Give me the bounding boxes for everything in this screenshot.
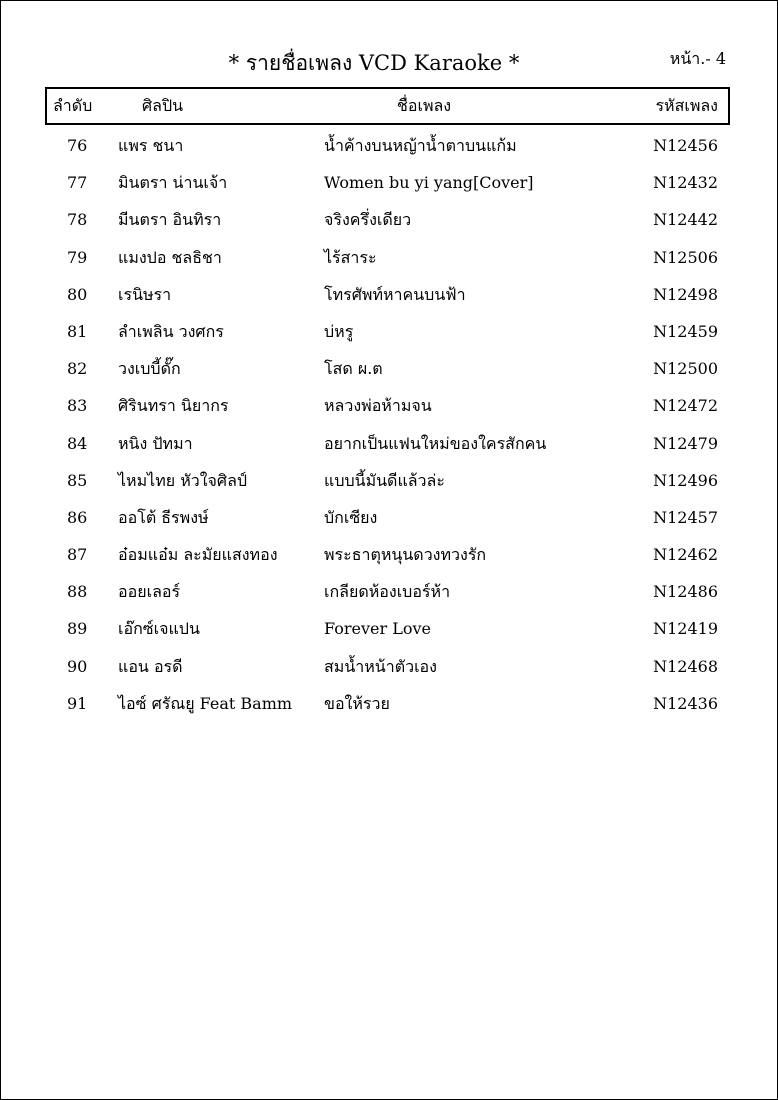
header-song: ชื่อเพลง: [397, 96, 452, 115]
row-code: N12500: [653, 359, 718, 379]
row-code: N12498: [653, 284, 718, 304]
row-number: 78: [67, 210, 88, 230]
row-artist: อ๋อมแอ๋ม ละมัยแสงทอง: [118, 545, 278, 565]
row-code: N12506: [653, 247, 718, 267]
row-artist: มีนตรา อินทิรา: [118, 210, 222, 230]
row-code: N12472: [653, 396, 718, 416]
row-code: N12479: [653, 433, 718, 453]
row-number: 85: [67, 470, 88, 490]
row-number: 89: [67, 619, 88, 639]
table-row: [1, 648, 777, 685]
table-header: [45, 87, 730, 125]
table-row: [1, 313, 777, 350]
row-song: ขอให้รวย: [324, 693, 390, 713]
row-code: N12432: [653, 173, 718, 193]
row-artist: ออโต้ ธีรพงษ์: [118, 507, 209, 527]
row-song: พระธาตุหนุนดวงทวงรัก: [324, 545, 487, 565]
row-number: 83: [67, 396, 88, 416]
row-song: จริงครึ่งเดียว: [324, 210, 412, 230]
row-number: 87: [67, 545, 88, 565]
row-code: N12468: [653, 656, 718, 676]
row-artist: แพร ชนา: [118, 136, 184, 155]
table-row: [1, 499, 777, 536]
row-artist: ไหมไทย หัวใจศิลป์: [118, 470, 248, 490]
page-number: หน้า.- 4: [669, 49, 726, 68]
row-artist: ลำเพลิน วงศกร: [118, 321, 224, 341]
table-row: [1, 164, 777, 201]
header-artist: ศิลปิน: [142, 96, 184, 115]
row-code: N12436: [653, 693, 718, 713]
row-code: N12459: [653, 321, 718, 341]
row-code: N12462: [653, 545, 718, 565]
row-song: แบบนี้มันดีแล้วล่ะ: [324, 470, 445, 490]
row-artist: วงเบบี้ดั๊ก: [118, 359, 181, 379]
row-song: หลวงพ่อห้ามจน: [324, 396, 432, 416]
row-number: 88: [67, 582, 88, 602]
row-artist: เรนิษรา: [118, 284, 172, 304]
row-number: 90: [67, 656, 88, 676]
document-title: * รายชื่อเพลง VCD Karaoke *: [228, 51, 520, 75]
table-row: [1, 685, 777, 722]
row-song: โสด ผ.ต: [324, 359, 383, 379]
row-song: ไร้สาระ: [324, 247, 377, 267]
row-number: 79: [67, 247, 88, 267]
row-artist: มินตรา น่านเจ้า: [118, 173, 228, 193]
row-song: เกลียดห้องเบอร์ห้า: [324, 582, 451, 602]
row-song: Forever Love: [324, 619, 431, 639]
row-code: N12457: [653, 507, 718, 527]
row-number: 84: [67, 433, 88, 453]
table-row: [1, 536, 777, 573]
row-artist: เอ๊กซ์เจแปน: [118, 619, 200, 639]
row-artist: ไอซ์ ศรัณยู Feat Bamm: [118, 693, 293, 713]
row-number: 80: [67, 284, 88, 304]
table-row: [1, 350, 777, 387]
row-artist: ออยเลอร์: [118, 582, 181, 602]
row-song: บ่หรู: [324, 321, 354, 341]
row-song: อยากเป็นแฟนใหม่ของใครสักคน: [324, 433, 547, 453]
row-song: Women bu yi yang[Cover]: [324, 173, 534, 193]
row-song: น้ำค้างบนหญ้าน้ำตาบนแก้ม: [324, 136, 517, 155]
song-table-body: [1, 127, 777, 722]
table-row: [1, 425, 777, 462]
header-no: ลำดับ: [53, 96, 93, 115]
row-code: N12419: [653, 619, 718, 639]
row-code: N12442: [653, 210, 718, 230]
row-number: 76: [67, 136, 88, 155]
table-row: [1, 573, 777, 610]
row-code: N12486: [653, 582, 718, 602]
row-artist: หนิง ปัทมา: [118, 433, 193, 453]
row-number: 82: [67, 359, 88, 379]
row-number: 86: [67, 507, 88, 527]
table-row: [1, 127, 777, 164]
table-row: [1, 276, 777, 313]
table-row: [1, 462, 777, 499]
table-row: [1, 239, 777, 276]
row-song: สมน้ำหน้าตัวเอง: [324, 656, 437, 676]
row-code: N12496: [653, 470, 718, 490]
row-number: 81: [67, 321, 88, 341]
header-code: รหัสเพลง: [655, 96, 718, 115]
row-code: N12456: [653, 136, 718, 155]
table-row: [1, 387, 777, 424]
table-row: [1, 201, 777, 238]
row-number: 91: [67, 693, 88, 713]
row-artist: แมงปอ ชลธิชา: [118, 247, 222, 267]
row-artist: แอน อรดี: [118, 656, 183, 676]
row-song: โทรศัพท์หาคนบนฟ้า: [324, 284, 466, 304]
row-artist: ศิรินทรา นิยากร: [118, 396, 229, 416]
row-number: 77: [67, 173, 88, 193]
table-row: [1, 610, 777, 647]
row-song: บักเซียง: [324, 507, 378, 527]
